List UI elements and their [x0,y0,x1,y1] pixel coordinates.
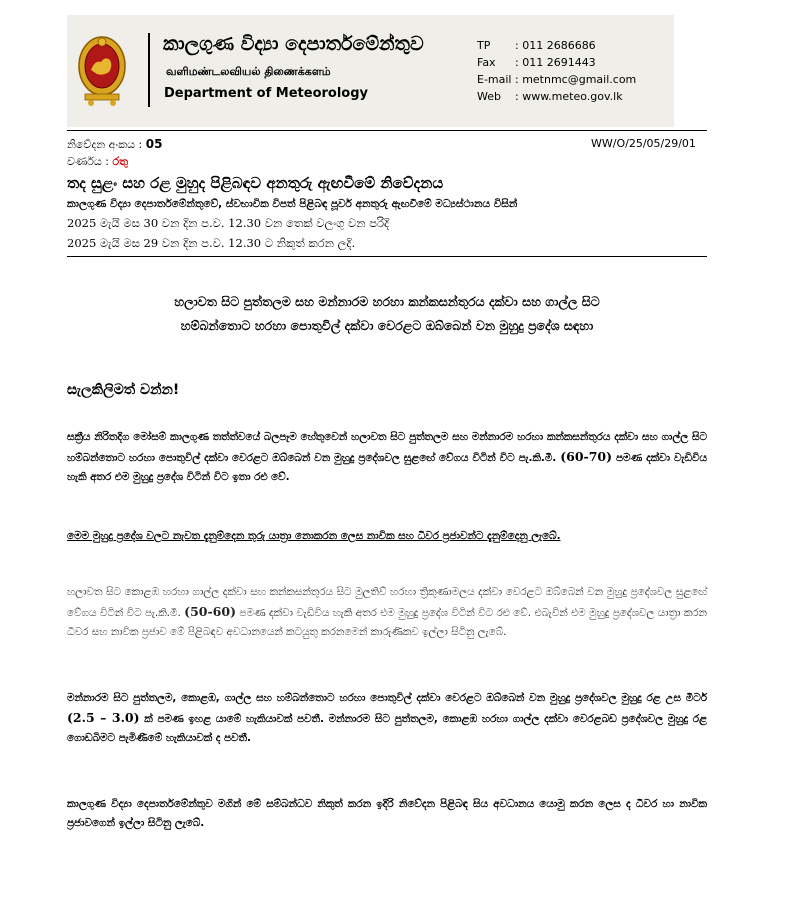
contact-web: Web : www.meteo.gov.lk [477,90,623,103]
wave-height-value: (2.5 – 3.0) [67,710,140,725]
contact-email: E-mail : metnmc@gmail.com [477,73,637,86]
notice-issued-time: 2025 මැයි මස 29 වන දින ප.ව. 12.30 ට නිකුත් කරන ලදි. [67,236,356,250]
area-heading-line2: හම්බන්තොට හරහා පොතුවිල් දක්වා වෙරළට ඔබ්බෙන් වන මුහුදු ප්‍රදේශ සඳහා [180,318,594,333]
area-heading-line1: හලාවත සිට පුත්තලම සහ මන්නාරම හරහා කන්කසන්තුරය දක්වා සහ ගාල්ල සිට [174,294,600,309]
attention-heading: සැලකිලිමත් වන්න! [67,382,180,398]
rule-top [67,130,707,131]
paragraph-rough-seas: හලාවත සිට කොළඹ හරහා ගාල්ල දක්වා සහ කන්කසන්තුරය සිට මුලතිව් හරහා ත්‍රිකුණාමලය දක්වා වෙරළට ඔබ්බෙන් වන මුහුදු ප්‍රදේශවල සුළඟේ වේගය විටින් විට පැ.කි.මී. (50-60) පමණ දක්වා වැඩිවිය හැකි අතර එම මුහුදු ප්‍රදේශ විටින් විට රළු වේ. එබැවින් එම මුහුදු ප්‍රදේශවල යාත්‍රා කරන ධීවර සහ නාවික ප්‍රජාව මේ පිළිබඳව අවධානයෙන් කටයුතු කරනමෙන් කාරුණිකව ඉල්ලා සිටිනු ලැබේ. [67,586,707,638]
contact-tp: TP : 011 2686686 [477,39,596,52]
contact-block [477,37,636,105]
notice-title: තද සුළං සහ රළ මුහුද පිළිබඳව අනතුරු ඇඟවීමේ නිවේදනය [67,174,444,192]
notice-reference: WW/O/25/05/29/01 [591,137,696,150]
wind-speed-value-2: (50-60) [184,604,236,619]
paragraph-advisory: මෙම මුහුදු ප්‍රදේශ වලට නැවත දැනුම්දෙන තුරු යාත්‍රා නොකරන ලෙස නාවික සහ ධීවර ප්‍රජාවන්ට දැනුම්දෙනු ලැබේ. [67,530,561,542]
notice-validity: 2025 මැයි මස 30 වන දින ප.ව. 12.30 වන තෙක් වලංගු වන පරිදි [67,216,390,230]
paragraph-wind-warning: සක්‍රීය නිරිතදිග මෝසම් කාලගුණ තත්ත්වයේ බලපෑම හේතුවෙන් හලාවත සිට පුත්තලම සහ මන්නාරම හරහා කන්කසන්තුරය දක්වා සහ ගාල්ල සිට හම්බන්තොට හරහා පොතුවිල් දක්වා වෙරළට ඔබ්බෙන් වන මුහුදු ප්‍රදේශවල සුළඟේ වේගය විටින් විට පැ.කි.මී. (60-70) පමණ දක්වා වැඩිවිය හැකි අතර එම මුහුදු ප්‍රදේශ විටින් විට ඉතා රළු වේ. [67,431,708,483]
sri-lanka-emblem-icon [77,30,127,108]
org-name-english: Department of Meteorology [164,86,369,101]
notice-issuer: කාලගුණ විද්‍යා දෙපාර්තමේන්තුවේ, ස්වභාවික විපත් පිළිබඳ පූර්ව අනතුරු ඇඟවීමේ මධ්‍යස්ථානය විසින් [67,198,518,210]
wind-speed-value: (60-70) [560,449,613,464]
notice-number: නිවේදන අංකය : 05 [67,137,163,151]
org-name-sinhala: කාලගුණ විද්‍යා දෙපාර්තමේන්තුව [163,33,424,55]
rule-bottom [67,256,707,257]
header-divider [148,33,150,107]
paragraph-closing: කාලගුණ විද්‍යා දෙපාර්තමේන්තුව මගින් මේ සම්බන්ධව නිකුත් කරන ඉදිරි නිවේදන පිළිබඳ සිය අවධානය යොමු කරන ලෙස ද ධීවර හා නාවික ප්‍රජාවගෙන් ඉල්ලා සිටිනු ලැබේ. [67,798,707,829]
org-name-tamil: வளிமண்டலவியல் திணைக்களம் [166,65,331,78]
notice-category: වර්ණය : රතු [67,155,129,168]
contact-fax: Fax : 011 2691443 [477,56,596,69]
category-badge: රතු [112,155,129,168]
paragraph-wave-height: මන්නාරම සිට පුත්තලම, කොළඹ, ගාල්ල සහ හම්බන්තොට හරහා පොතුවිල් දක්වා වෙරළට ඔබ්බෙන් වන මුහුදු ප්‍රදේශවල මුහුදු රළ උස මීටර් (2.5 – 3.0) ක් පමණ ඉහළ යාමේ හැකියාවක් පවතී. මන්නාරම සිට පුත්තලම, කොළඹ හරහා ගාල්ල දක්වා වෙරළබඩ ප්‍රදේශවල මුහුදු රළ ගොඩබිමට පැමිණීමේ හැකියාවක් ද පවතී. [67,692,707,744]
